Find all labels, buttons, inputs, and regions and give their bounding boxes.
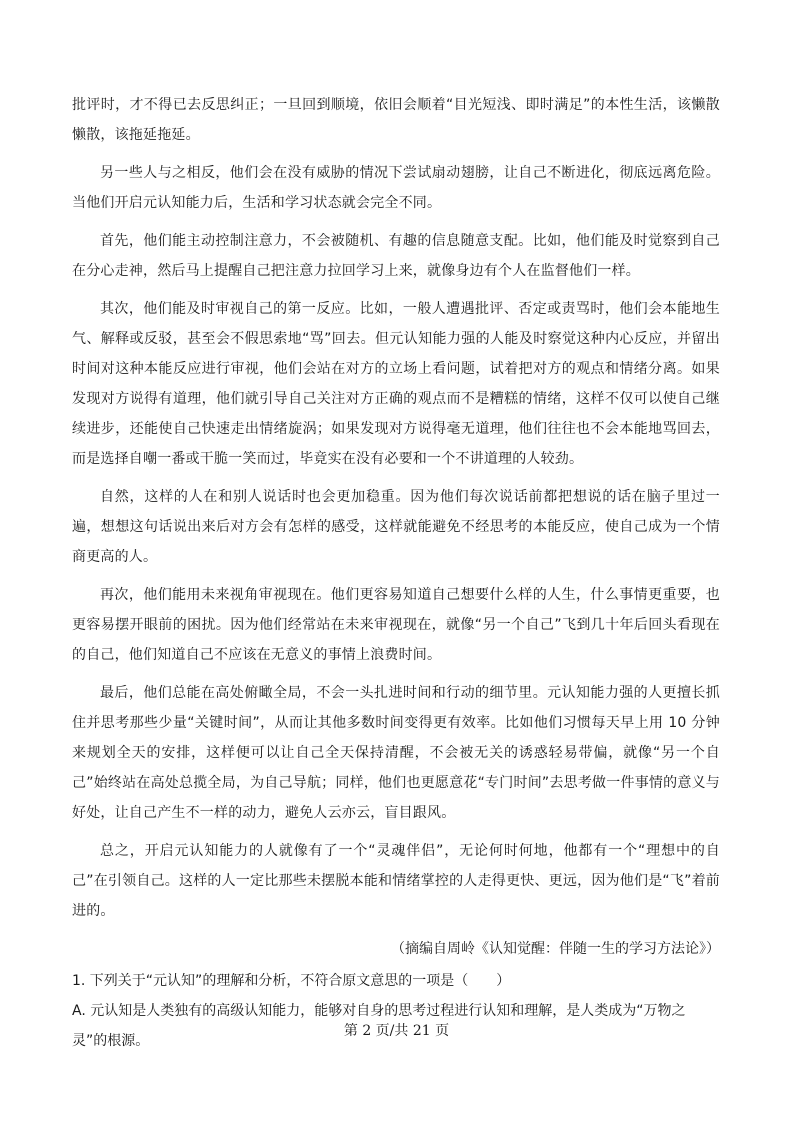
paragraph-1: 批评时，才不得已去反思纠正；一旦回到顺境，依旧会顺着“目光短浅、即时满足”的本性生活，该懒散懒散，该拖延拖延。 (72, 97, 720, 143)
paragraph-3: 首先，他们能主动控制注意力，不会被随机、有趣的信息随意支配。比如，他们能及时觉察到自己在分心走神，然后马上提醒自己把注意力拉回学习上来，就像身边有个人在监督他们一样。 (72, 233, 720, 279)
paragraph-5: 自然，这样的人在和别人说话时也会更加稳重。因为他们每次说话前都把想说的话在脑子里过一遍，想想这句话说出来后对方会有怎样的感受，这样就能避免不经思考的本能反应，使自己成为一个情商更高的人。 (72, 489, 720, 565)
paragraph-6: 再次，他们能用未来视角审视现在。他们更容易知道自己想要什么样的人生，什么事情更重要，也更容易摆开眼前的困扰。因为他们经常站在未来审视现在，就像“另一个自己”飞到几十年后回头看现在的自己，他们知道自己不应该在无意义的事情上浪费时间。 (72, 587, 720, 663)
paragraph-7: 最后，他们总能在高处俯瞰全局，不会一头扎进时间和行动的细节里。元认知能力强的人更擅长抓住并思考那些少量“关键时间”，从而让其他多数时间变得更有效率。比如他们习惯每天早上用 10 分钟来规划全天的安排，这样便可以让自己全天保持清醒，不会被无关的诱惑轻易带偏，就像“另一个自己”始终站在高处总揽全局，为自己导航；同样，他们也更愿意花“专门时间”去思考做一件事情的意义与好处，让自己产生不一样的动力，避免人云亦云，盲目跟风。 (72, 685, 720, 821)
article-body (72, 90, 720, 1056)
option-a: A. 元认知是人类独有的高级认知能力，能够对自身的思考过程进行认知和理解，是人类成为“万物之灵”的根源。 (72, 1003, 686, 1049)
paragraph-2: 另一些人与之相反，他们会在没有威胁的情况下尝试扇动翅膀，让自己不断进化，彻底远离危险。当他们开启元认知能力后，生活和学习状态就会完全不同。 (72, 165, 720, 211)
question-1: 1. 下列关于“元认知”的理解和分析，不符合原文意思的一项是（ ） (72, 973, 511, 989)
paragraph-4: 其次，他们能及时审视自己的第一反应。比如，一般人遭遇批评、否定或责骂时，他们会本能地生气、解释或反驳，甚至会不假思索地“骂”回去。但元认知能力强的人能及时察觉这种内心反应，并留出时间对这种本能反应进行审视，他们会站在对方的立场上看问题，试着把对方的观点和情绪分离。如果发现对方说得有道理，他们就引导自己关注对方正确的观点而不是糟糕的情绪，这样不仅可以使自己继续进步，还能使自己快速走出情绪旋涡；如果发现对方说得毫无道理，他们往往也不会本能地骂回去，而是选择自嘲一番或干脆一笑而过，毕竟实在没有必要和一个不讲道理的人较劲。 (72, 301, 720, 467)
page-number-footer: 第 2 页/共 21 页 (343, 1023, 450, 1039)
paragraph-8: 总之，开启元认知能力的人就像有了一个“灵魂伴侣”，无论何时何地，他都有一个“理想中的自己”在引领自己。这样的人一定比那些未摆脱本能和情绪掌控的人走得更快、更远，因为他们是“飞”着前进的。 (72, 843, 720, 919)
article-source: （摘编自周岭《认知觉醒：伴随一生的学习方法论》） (391, 941, 720, 957)
